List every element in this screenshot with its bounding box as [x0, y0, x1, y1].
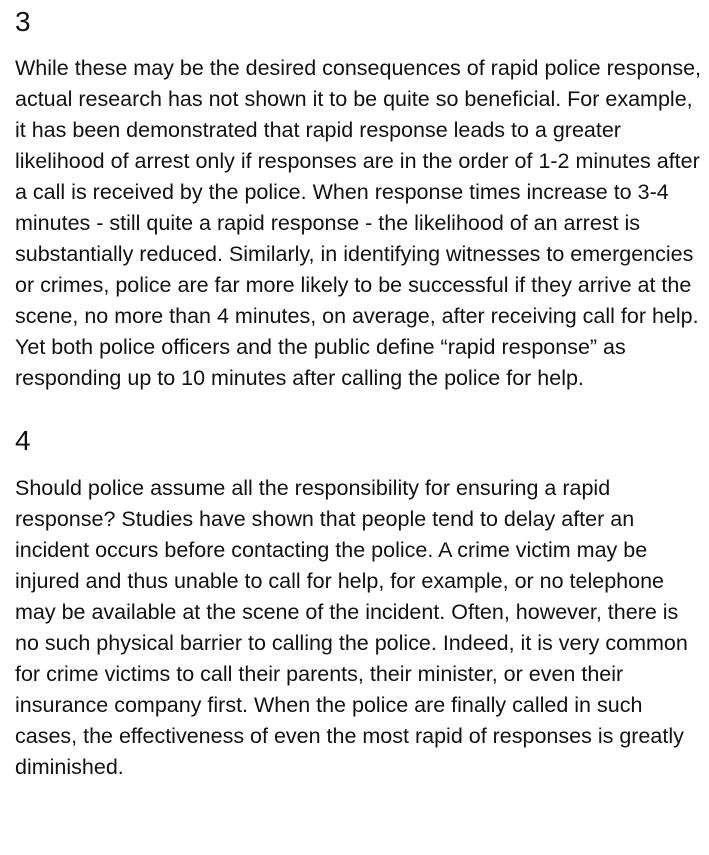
section-paragraph: While these may be the desired consequences of rapid police response, actual research has not shown it to be quite so beneficial. For example, it has been demonstrated that rapid response leads to a greater likelihood of arrest only if responses are in the order of 1-2 minutes after a call is received by the police. When response times increase to 3-4 minutes - still quite a rapid response - the likelihood of an arrest is substantially reduced. Similarly, in identifying witnesses to emergencies or crimes, police are far more likely to be successful if they arrive at the scene, no more than 4 minutes, on average, after receiving call for help. Yet both police officers and the public define “rapid response” as responding up to 10 minutes after calling the police for help. [15, 56, 702, 390]
document-page [15, 0, 705, 783]
section-number: 4 [15, 425, 31, 456]
section-paragraph: Should police assume all the responsibility for ensuring a rapid response? Studies have shown that people tend to delay after an incident occurs before contacting the police. A crime victim may be injured and thus unable to call for help, for example, or no telephone may be available at the scene of the incident. Often, however, there is no such physical barrier to calling the police. Indeed, it is very common for crime victims to call their parents, their minister, or even their insurance company first. When the police are finally called in such cases, the effectiveness of even the most rapid of responses is greatly diminished. [15, 476, 688, 779]
section-4 [15, 425, 705, 783]
section-number: 3 [15, 6, 31, 37]
section-3 [15, 6, 705, 394]
